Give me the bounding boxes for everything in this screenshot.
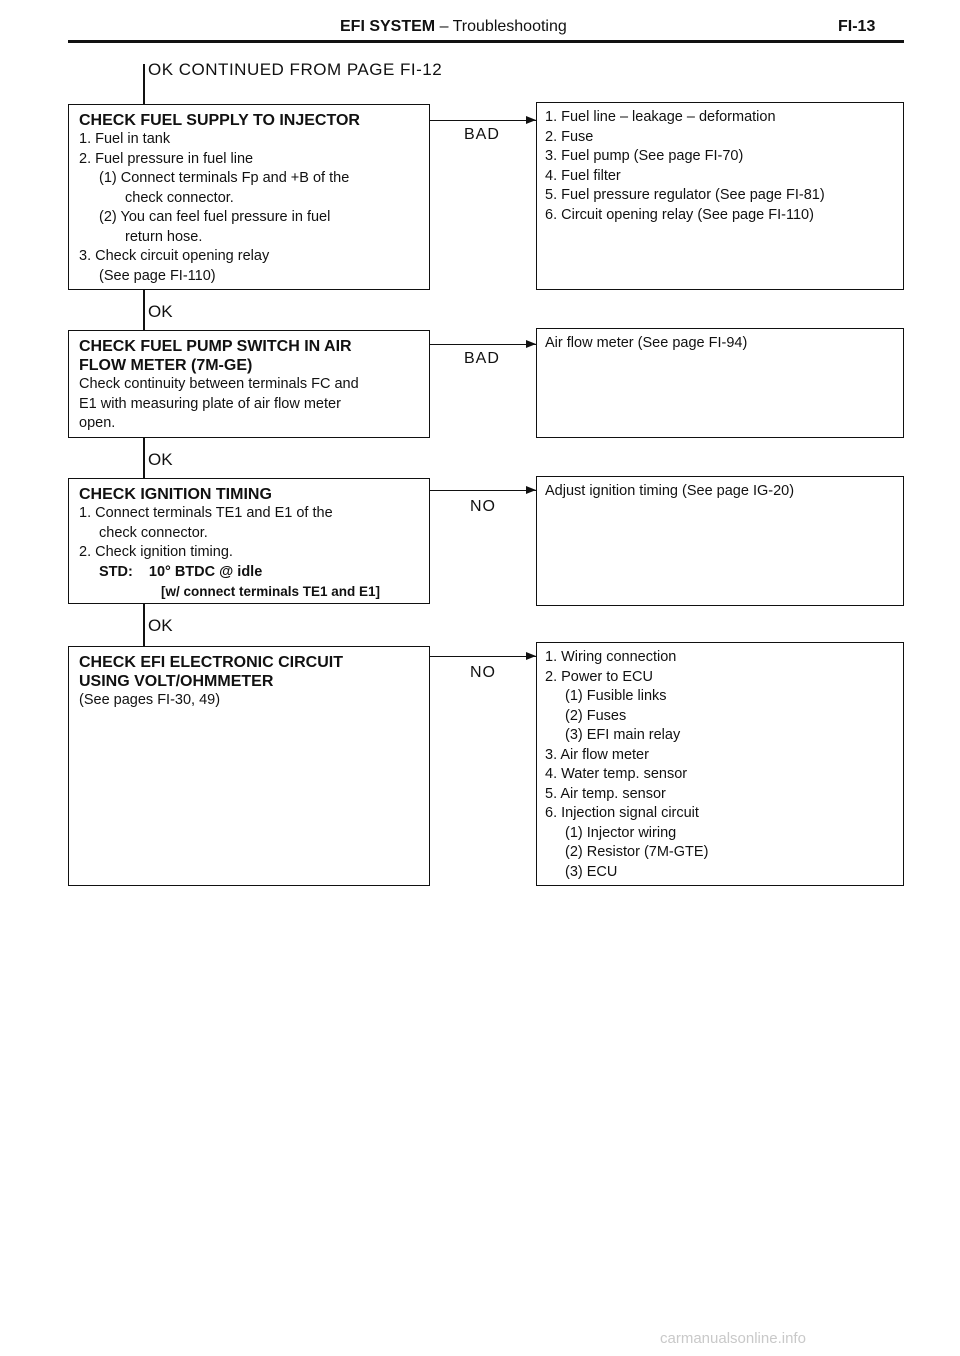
header-section: – Troubleshooting xyxy=(435,18,567,35)
step-title: CHECK EFI ELECTRONIC CIRCUIT xyxy=(79,654,343,671)
result-line: 3. Air flow meter xyxy=(545,746,649,763)
step-line: check connector. xyxy=(99,524,208,541)
result-line: Air flow meter (See page FI-94) xyxy=(545,335,748,351)
branch-connector xyxy=(430,344,536,345)
ok-label: OK xyxy=(148,302,173,321)
result-line: 4. Water temp. sensor xyxy=(545,766,688,782)
result-line: 1. Wiring connection xyxy=(545,649,677,665)
arrow-right-icon xyxy=(526,652,536,660)
result-line: 5. Air temp. sensor xyxy=(545,785,666,802)
header-system: EFI SYSTEM xyxy=(340,18,436,35)
watermark: carmanualsonline.info xyxy=(660,1330,806,1347)
std-spec xyxy=(79,563,419,583)
step-fuel-pump-switch-box xyxy=(68,330,430,438)
step-line: 3. Check circuit opening relay xyxy=(79,248,270,264)
result-line: 6. Injection signal circuit xyxy=(545,805,699,821)
result-air-flow-box xyxy=(536,328,904,438)
step-efi-circuit-box xyxy=(68,646,430,886)
result-line: (1) Fusible links xyxy=(565,688,667,704)
flow-line xyxy=(143,604,145,648)
flow-line xyxy=(143,290,145,330)
step-line: (See pages FI-30, 49) xyxy=(79,692,221,708)
step-line: 2. Check ignition timing. xyxy=(79,544,233,560)
branch-label: BAD xyxy=(464,126,500,143)
result-line: Adjust ignition timing (See page IG-20) xyxy=(545,483,795,499)
step-line: E1 with measuring plate of air flow meter xyxy=(79,395,341,412)
result-line: 3. Fuel pump (See page FI-70) xyxy=(545,148,744,164)
step-line: 1. Connect terminals TE1 and E1 of the xyxy=(79,505,333,521)
arrow-right-icon xyxy=(526,486,536,494)
ok-label: OK xyxy=(148,616,173,635)
step-line: 1. Fuel in tank xyxy=(79,131,171,147)
flow-line-start xyxy=(143,64,145,104)
branch-label: NO xyxy=(470,664,496,681)
header-rule xyxy=(68,40,904,43)
step-title: FLOW METER (7M-GE) xyxy=(79,357,253,374)
branch-connector xyxy=(430,656,536,657)
result-line: (3) EFI main relay xyxy=(565,727,681,743)
result-efi-circuit-box xyxy=(536,642,904,886)
result-line: (2) Fuses xyxy=(565,707,627,724)
result-line: 5. Fuel pressure regulator (See page FI-81) xyxy=(545,187,825,203)
page-header-title xyxy=(340,18,567,36)
step-line: Check continuity between terminals FC and xyxy=(79,376,359,392)
arrow-right-icon xyxy=(526,116,536,124)
result-ignition-box xyxy=(536,476,904,606)
ok-label: OK xyxy=(148,450,173,469)
result-line: 6. Circuit opening relay (See page FI-110) xyxy=(545,206,814,223)
step-title: CHECK FUEL SUPPLY TO INJECTOR xyxy=(79,112,360,129)
branch-connector xyxy=(430,120,536,121)
step-ignition-timing-box xyxy=(68,478,430,604)
step-line: (1) Connect terminals Fp and +B of the xyxy=(99,170,350,186)
step-line: check connector. xyxy=(125,189,234,206)
continued-label: OK CONTINUED FROM PAGE FI-12 xyxy=(148,60,443,79)
step-line: open. xyxy=(79,415,116,431)
flow-line xyxy=(143,438,145,478)
result-line: 2. Power to ECU xyxy=(545,668,653,685)
std-label: STD: xyxy=(99,563,133,580)
step-line: 2. Fuel pressure in fuel line xyxy=(79,150,254,167)
step-title: CHECK FUEL PUMP SWITCH IN AIR xyxy=(79,338,352,355)
branch-connector xyxy=(430,490,536,491)
std-value: 10° BTDC @ idle xyxy=(148,563,263,580)
arrow-right-icon xyxy=(526,340,536,348)
branch-label: BAD xyxy=(464,350,500,367)
step-line: return hose. xyxy=(125,228,203,245)
result-line: (2) Resistor (7M-GTE) xyxy=(565,844,709,860)
step-fuel-supply-box xyxy=(68,104,430,290)
step-title: CHECK IGNITION TIMING xyxy=(79,486,272,503)
result-fuel-supply-box xyxy=(536,102,904,290)
result-line: 2. Fuse xyxy=(545,128,594,145)
result-line: 1. Fuel line – leakage – deformation xyxy=(545,109,776,125)
branch-label: NO xyxy=(470,498,496,515)
result-line: 4. Fuel filter xyxy=(545,167,621,184)
step-line: (See page FI-110) xyxy=(99,267,216,284)
result-line: (1) Injector wiring xyxy=(565,824,677,841)
result-line: (3) ECU xyxy=(565,863,618,880)
step-title: USING VOLT/OHMMETER xyxy=(79,673,274,690)
std-note: [w/ connect terminals TE1 and E1] xyxy=(161,584,381,599)
page-number: FI-13 xyxy=(838,18,876,35)
step-line: (2) You can feel fuel pressure in fuel xyxy=(99,209,331,225)
